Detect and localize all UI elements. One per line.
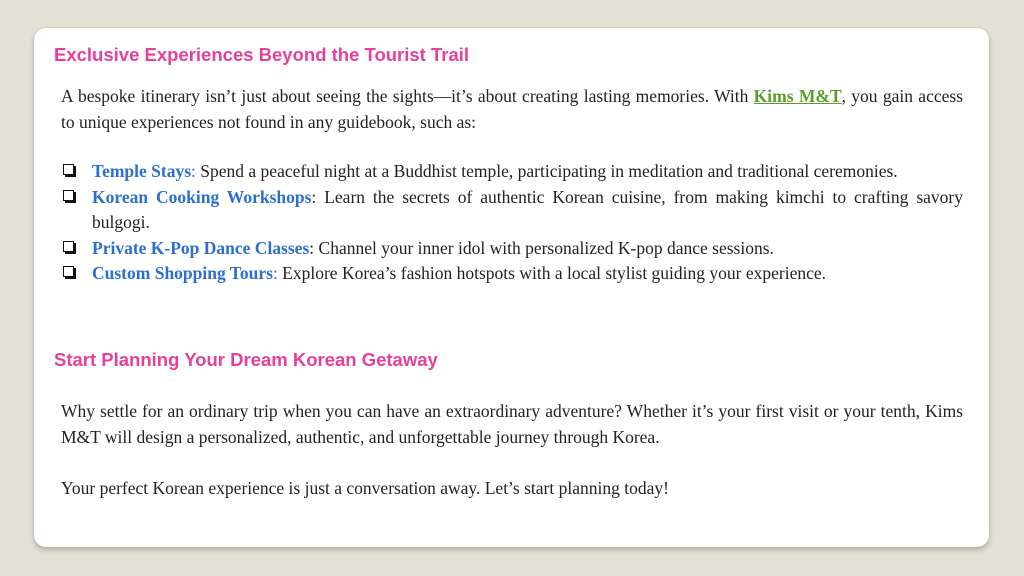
intro-text-before: A bespoke itinerary isn’t just about seeing the sights—it’s about creating lasting memories. With [61, 86, 754, 106]
experience-term: Korean Cooking Workshops [92, 186, 312, 207]
checkbox-icon [63, 266, 74, 277]
intro-text-after: , you gain access to unique experiences not found in any guidebook, such as: [61, 86, 963, 132]
content-card [34, 28, 989, 547]
intro-paragraph [61, 83, 963, 135]
experience-separator: : [191, 161, 196, 181]
section-heading-planning: Start Planning Your Dream Korean Getaway [54, 349, 438, 370]
experience-description: Channel your inner idol with personalized K-pop dance sessions. [314, 237, 774, 258]
experience-separator: : [309, 237, 315, 258]
planning-paragraph: Why settle for an ordinary trip when you can have an extraordinary adventure? Whether it’s your first visit or your tenth, Kims M&T will design a personalized, authentic, and unforgettable journey through Korea. [61, 401, 963, 447]
closing-paragraph: Your perfect Korean experience is just a conversation away. Let’s start planning today! [61, 478, 669, 498]
list-item [61, 261, 963, 287]
section-heading-experiences: Exclusive Experiences Beyond the Tourist Trail [54, 44, 470, 65]
experience-description: Explore Korea’s fashion hotspots with a local stylist guiding your experience. [277, 263, 827, 283]
list-item [61, 236, 963, 262]
checkbox-icon [63, 190, 74, 201]
experience-term: Custom Shopping Tours [92, 263, 273, 283]
list-item [61, 159, 963, 185]
experience-term: Temple Stays [92, 161, 192, 181]
experience-separator: : [272, 263, 278, 283]
experience-term: Private K-Pop Dance Classes [92, 237, 310, 258]
experience-description: Learn the secrets of authentic Korean cuisine, from making kimchi to crafting savory bulgogi. [92, 186, 963, 232]
checkbox-icon [63, 164, 74, 175]
experience-list [61, 159, 963, 287]
brand-link[interactable]: Kims M&T [753, 86, 842, 106]
checkbox-icon [63, 241, 74, 252]
experience-separator: : [311, 186, 317, 207]
experience-description: Spend a peaceful night at a Buddhist temple, participating in meditation and traditional ceremonies. [195, 161, 898, 181]
list-item [61, 185, 963, 236]
